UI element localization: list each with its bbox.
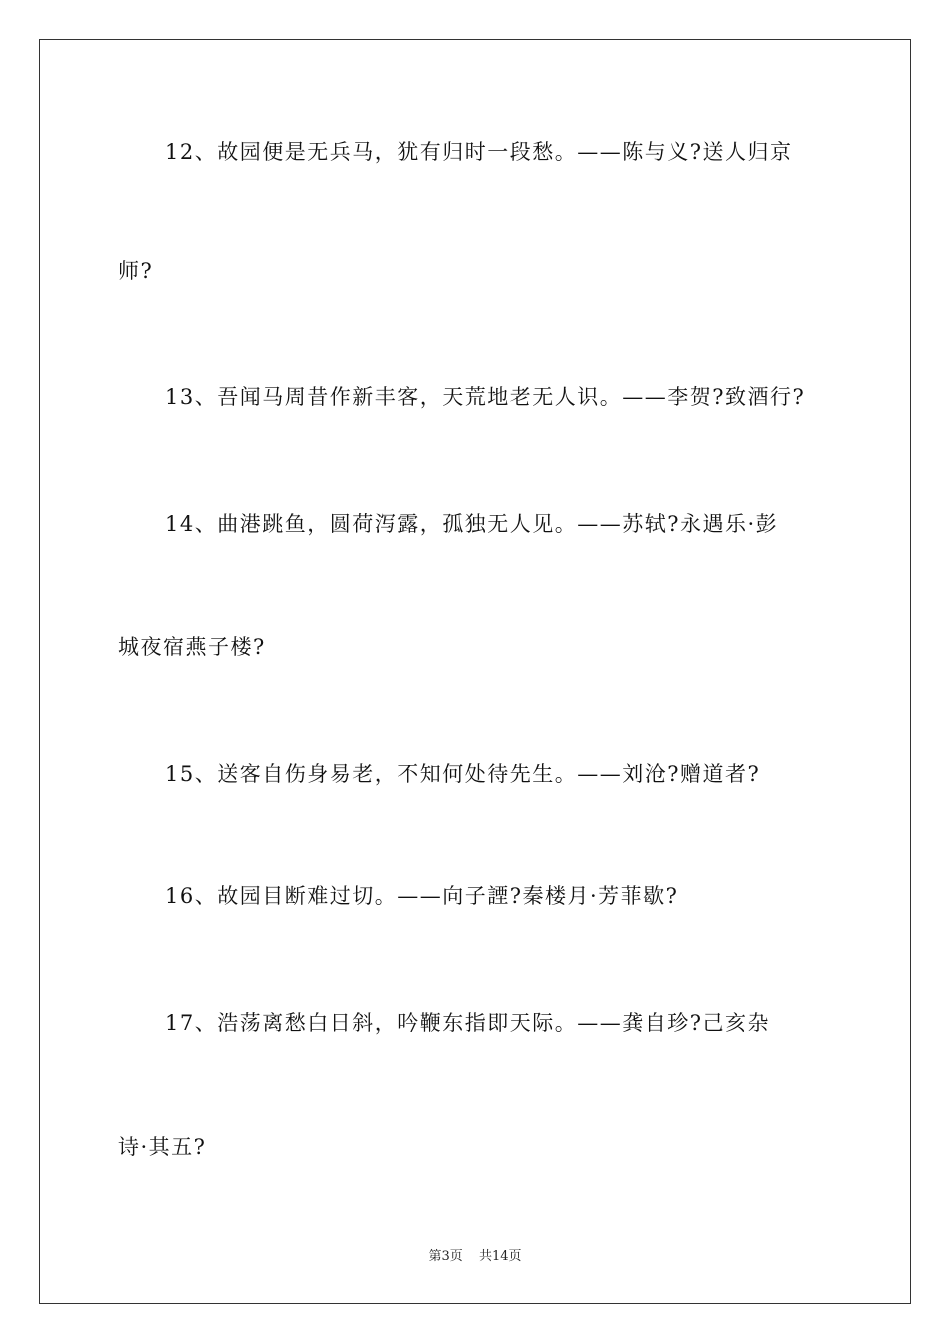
quote-line-13: 13、吾闻马周昔作新丰客，天荒地老无人识。——李贺?致酒行? xyxy=(165,385,806,409)
quote-line-14: 14、曲港跳鱼，圆荷泻露，孤独无人见。——苏轼?永遇乐·彭 xyxy=(165,512,779,536)
quote-line-17: 17、浩荡离愁白日斜，吟鞭东指即天际。——龚自珍?己亥杂 xyxy=(165,1011,770,1035)
page-footer xyxy=(0,1245,950,1264)
quote-line-15: 15、送客自伤身易老，不知何处待先生。——刘沧?赠道者? xyxy=(165,762,761,786)
quote-line-12: 12、故园便是无兵马，犹有归时一段愁。——陈与义?送人归京 xyxy=(165,140,793,164)
page-number: 第3页 xyxy=(428,1249,463,1264)
page-total: 共14页 xyxy=(478,1249,522,1264)
quote-line-17-continued: 诗·其五? xyxy=(118,1135,207,1159)
quote-line-16: 16、故园目断难过切。——向子諲?秦楼月·芳菲歇? xyxy=(165,884,679,908)
quote-line-12-continued: 师? xyxy=(118,259,154,283)
page-frame xyxy=(39,39,911,1304)
quote-line-14-continued: 城夜宿燕子楼? xyxy=(118,635,266,659)
